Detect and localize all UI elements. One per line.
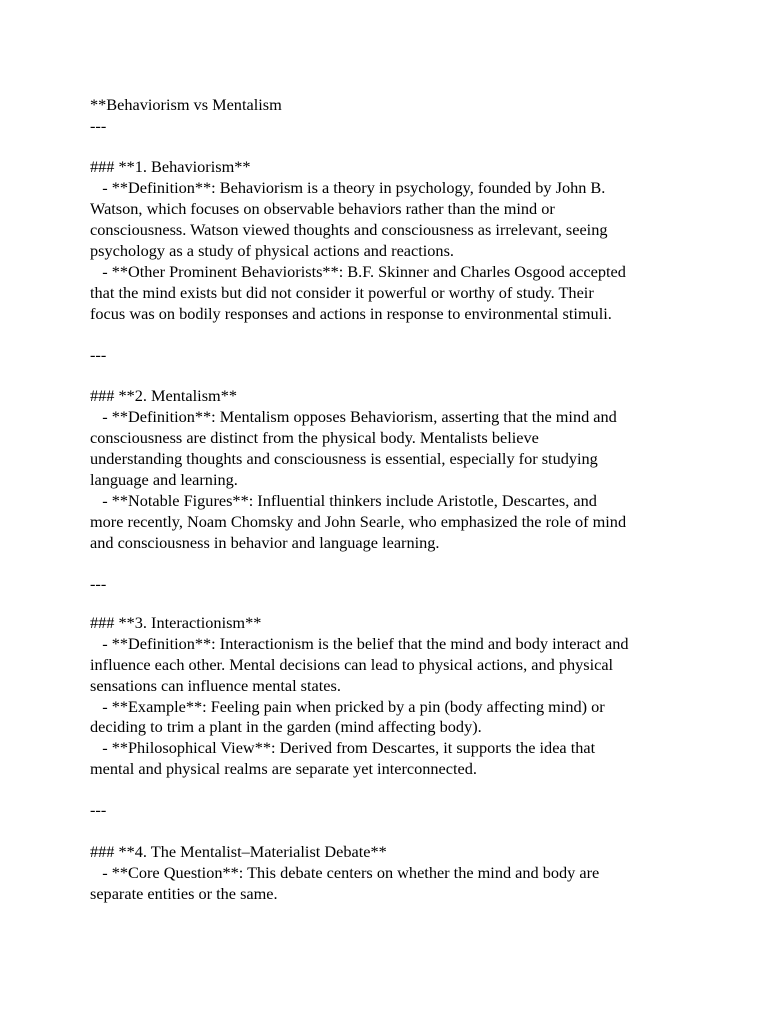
section-heading-3: ### **3. Interactionism**: [90, 613, 262, 632]
section-heading-2: ### **2. Mentalism**: [90, 386, 237, 405]
text-line: - **Notable Figures**: Influential thinkers include Aristotle, Descartes, and: [90, 491, 597, 510]
text-line: - **Definition**: Interactionism is the belief that the mind and body interact and: [90, 634, 629, 653]
text-line: language and learning.: [90, 470, 238, 489]
text-line: - **Other Prominent Behaviorists**: B.F. Skinner and Charles Osgood accepted: [90, 262, 626, 281]
text-line: mental and physical realms are separate yet interconnected.: [90, 759, 477, 778]
text-line: - **Example**: Feeling pain when pricked by a pin (body affecting mind) or: [90, 697, 605, 716]
text-line: - **Definition**: Behaviorism is a theory in psychology, founded by John B.: [90, 178, 606, 197]
text-line: consciousness. Watson viewed thoughts and consciousness as irrelevant, seeing: [90, 220, 608, 239]
text-line: deciding to trim a plant in the garden (mind affecting body).: [90, 717, 482, 736]
text-line: understanding thoughts and consciousness is essential, especially for studying: [90, 449, 598, 468]
text-line: more recently, Noam Chomsky and John Searle, who emphasized the role of mind: [90, 512, 627, 531]
section-heading-4: ### **4. The Mentalist–Materialist Debate**: [90, 842, 387, 861]
text-line: - **Definition**: Mentalism opposes Behaviorism, asserting that the mind and: [90, 407, 617, 426]
section-heading-1: ### **1. Behaviorism**: [90, 157, 251, 176]
text-line: - **Core Question**: This debate centers on whether the mind and body are: [90, 863, 600, 882]
separator: ---: [90, 116, 107, 135]
text-line: and consciousness in behavior and language learning.: [90, 533, 440, 552]
separator: ---: [90, 345, 107, 364]
text-line: separate entities or the same.: [90, 884, 278, 903]
separator: ---: [90, 800, 107, 819]
text-line: psychology as a study of physical actions and reactions.: [90, 241, 454, 260]
text-line: sensations can influence mental states.: [90, 676, 341, 695]
text-line: influence each other. Mental decisions can lead to physical actions, and physical: [90, 655, 614, 674]
separator: ---: [90, 574, 107, 593]
text-line: - **Philosophical View**: Derived from Descartes, it supports the idea that: [90, 738, 596, 757]
text-line: focus was on bodily responses and actions in response to environmental stimuli.: [90, 304, 612, 323]
text-line: that the mind exists but did not consider it powerful or worthy of study. Their: [90, 283, 594, 302]
document-title: **Behaviorism vs Mentalism: [90, 95, 282, 114]
text-line: Watson, which focuses on observable behaviors rather than the mind or: [90, 199, 555, 218]
text-line: consciousness are distinct from the physical body. Mentalists believe: [90, 428, 539, 447]
